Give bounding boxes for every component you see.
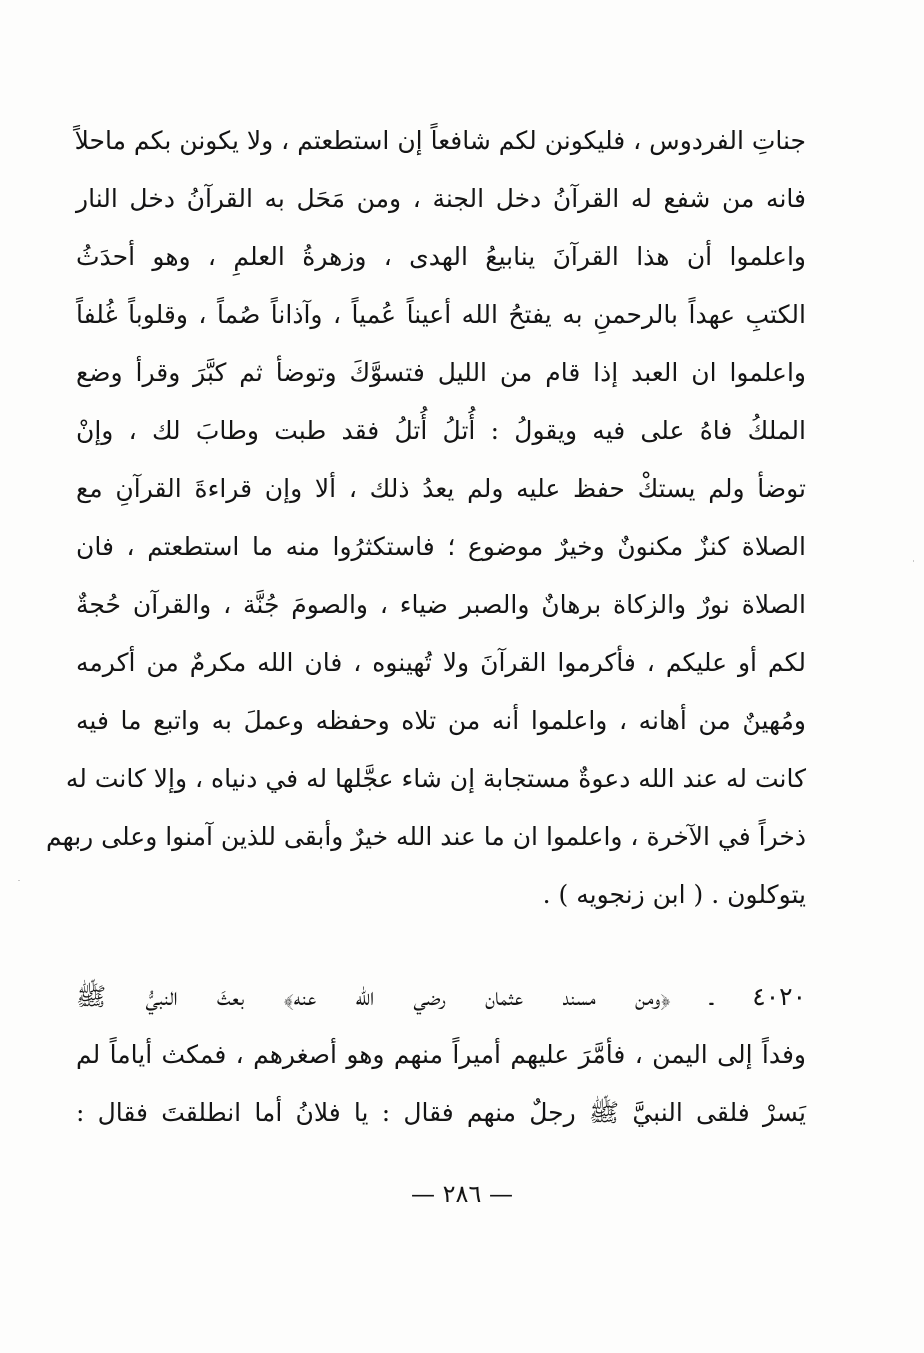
text-line: الصلاة نورٌ والزكاة برهانٌ والصبر ضياء ، والصومَ جُنَّة ، والقرآن حُجةٌ: [76, 590, 806, 619]
text-line: توضأ ولم يستكْ حفظ عليه ولم يعدُ ذلك ، ألا وإن قراءةَ القرآنِ مع: [76, 474, 806, 503]
scan-speck: [913, 560, 914, 562]
paragraph-hadith-4020: [76, 968, 806, 1142]
text-line-source: يتوكلون . ( ابن زنجويه ) .: [542, 880, 806, 909]
text-line: كانت له عند الله دعوةٌ مستجابة إن شاء عجَّلها له في دنياه ، وإلا كانت له: [65, 764, 806, 793]
text-line: فانه من شفع له القرآنُ دخل الجنة ، ومن مَحَل به القرآنُ دخل النار: [76, 184, 806, 213]
text-line: وفداً إلى اليمن ، فأمَّرَ عليهم أميراً منهم وهو أصغرهم ، فمكث أياماً لم: [76, 1040, 806, 1069]
text-line: جناتِ الفردوس ، فليكونن لكم شافعاً إن استطعتم ، ولا يكونن بكم ماحلاً: [74, 126, 806, 155]
text-line: الصلاة كنزٌ مكنونٌ وخيرٌ موضوع ؛ فاستكثرُوا منه ما استطعتم ، فان: [76, 532, 806, 561]
text-line-hadith-number: ٤٠٢٠ ـ ﴿ومن مسند عثمان رضي الله عنه﴾ بعثَ النبيُّ ﷺ: [76, 982, 806, 1011]
paragraph-hadith-quran: [46, 112, 806, 924]
text-line: ذخراً في الآخرة ، واعلموا ان ما عند الله خيرٌ وأبقى للذين آمنوا وعلى ربهم: [46, 822, 806, 851]
scan-speck: [18, 880, 20, 881]
text-line: لكم أو عليكم ، فأكرموا القرآنَ ولا تُهينوه ، فان الله مكرمٌ من أكرمه: [76, 648, 806, 677]
text-line: ومُهينٌ من أهانه ، واعلموا أنه من تلاه وحفظه وعملَ به واتبع ما فيه: [76, 706, 806, 735]
text-line: واعلموا ان العبد إذا قام من الليل فتسوَّكَ وتوضأ ثم كبَّرَ وقرأ وضع: [76, 358, 806, 387]
text-line: واعلموا أن هذا القرآنَ ينابيعُ الهدى ، وزهرةُ العلمِ ، وهو أحدَثُ: [76, 242, 806, 271]
text-line: الملكُ فاهُ على فيه ويقولُ : أُتلُ أُتلُ فقد طبت وطابَ لك ، وإنْ: [76, 416, 806, 445]
text-line: الكتبِ عهداً بالرحمنِ به يفتحُ الله أعيناً عُمياً ، وآذاناً صُماً ، وقلوباً غُلفاً: [76, 300, 806, 329]
text-line: يَسرْ فلقى النبيَّ ﷺ رجلٌ منهم فقال : يا فلانُ أما انطلقتَ فقال :: [76, 1098, 806, 1127]
page-number: — ٢٨٦ —: [411, 1180, 513, 1208]
